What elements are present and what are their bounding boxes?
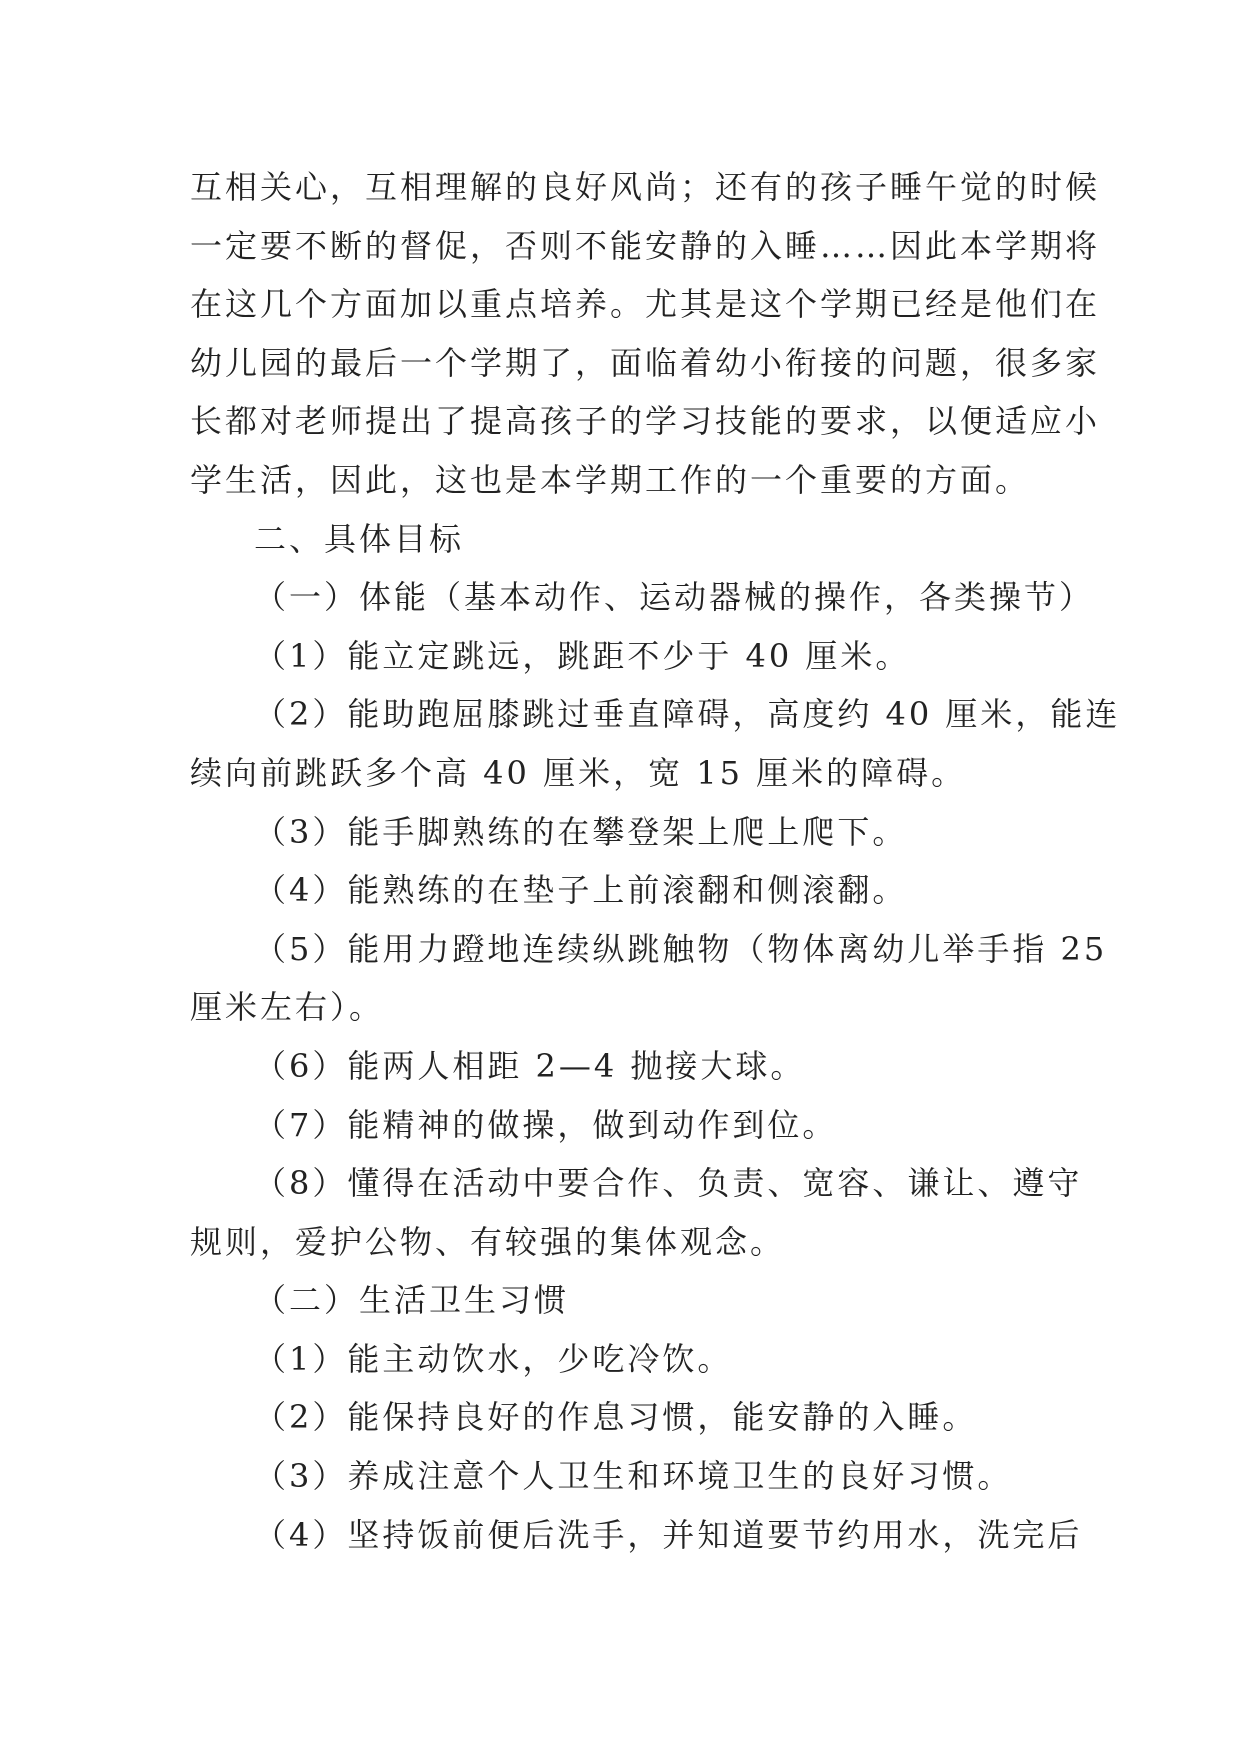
text-line: 学生活，因此，这也是本学期工作的一个重要的方面。 <box>190 460 1031 499</box>
text-line: （4）能熟练的在垫子上前滚翻和侧滚翻。 <box>254 871 908 910</box>
text-line: 一定要不断的督促，否则不能安静的入睡……因此本学期将 <box>190 226 1101 265</box>
text-line: 二、具体目标 <box>254 519 465 558</box>
text-line: （3）养成注意个人卫生和环境卫生的良好习惯。 <box>254 1457 1013 1496</box>
text-line: （3）能手脚熟练的在攀登架上爬上爬下。 <box>254 812 908 851</box>
text-line: （4）坚持饭前便后洗手，并知道要节约用水，洗完后 <box>254 1515 1083 1554</box>
text-line: 互相关心，互相理解的良好风尚；还有的孩子睡午觉的时候 <box>190 168 1101 206</box>
text-line: 续向前跳跃多个高 40 厘米，宽 15 厘米的障碍。 <box>190 753 967 792</box>
text-line: 长都对老师提出了提高孩子的学习技能的要求，以便适应小 <box>190 402 1101 441</box>
text-line: （1）能主动饮水，少吃冷饮。 <box>254 1339 733 1378</box>
text-line: 规则，爱护公物、有较强的集体观念。 <box>190 1222 786 1261</box>
text-line: 幼儿园的最后一个学期了，面临着幼小衔接的问题，很多家 <box>190 343 1101 382</box>
text-line: （1）能立定跳远，跳距不少于 40 厘米。 <box>254 636 911 675</box>
text-line: （2）能助跑屈膝跳过垂直障碍，高度约 40 厘米，能连 <box>254 695 1121 734</box>
text-line: （5）能用力蹬地连续纵跳触物（物体离幼儿举手指 25 <box>254 929 1108 968</box>
document-page <box>190 158 1121 1564</box>
text-line: （7）能精神的做操，做到动作到位。 <box>254 1105 838 1144</box>
text-line: （8）懂得在活动中要合作、负责、宽容、谦让、遵守 <box>254 1164 1083 1203</box>
text-line: （二）生活卫生习惯 <box>254 1281 570 1320</box>
text-line: （2）能保持良好的作息习惯，能安静的入睡。 <box>254 1398 978 1437</box>
text-line: 厘米左右）。 <box>190 988 385 1027</box>
text-line: （6）能两人相距 2—4 抛接大球。 <box>254 1046 806 1085</box>
text-line: （一）体能（基本动作、运动器械的操作，各类操节） <box>254 578 1095 617</box>
text-line: 在这几个方面加以重点培养。尤其是这个学期已经是他们在 <box>190 285 1101 324</box>
